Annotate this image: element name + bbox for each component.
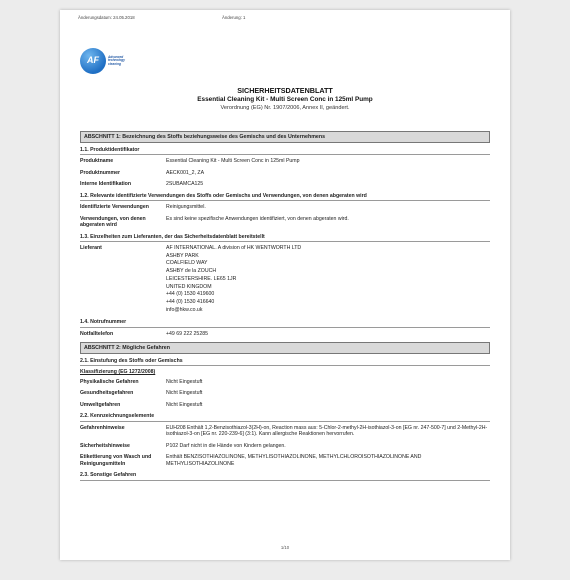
subsection-2-3-heading: 2.3. Sonstige Gefahren [80,472,490,481]
section-1-heading: ABSCHNITT 1: Bezeichnung des Stoffs beziehungsweise des Gemischs und des Unternehmens [80,131,490,143]
page-number: 1/10 [280,544,290,550]
field-row: Physikalische Gefahren Nicht Eingestuft [80,378,203,385]
field-row: Sicherheitshinweise P102 Darf nicht in die Hände von Kindern gelangen. [80,442,286,449]
field-row: Notfalltelefon +49 69 222 25285 [80,330,208,337]
field-row: Umweltgefahren Nicht Eingestuft [80,401,203,408]
field-row: Gefahrenhinweise EUH208 Enthält 1,2-Benzisothiazol-3(2H)-on, Reaction mass aus: 5-Chlor-2-methyl-2H-isothiazol-3-on [EG nr. 247-500-7] und 2-Methyl-2H-isothiazol-3-on [EG nr. 220-239-6] (3:1). Kann allergische Reaktionen hervorrufen. [80,424,488,438]
subsection-1-4-heading: 1.4. Notrufnummer [80,319,490,328]
supplier-address: AF INTERNATIONAL. A division of HK WENTWORTH LTD ASHBY PARK COALFIELD WAY ASHBY de la ZOUCH LEICESTERSHIRE. LE65 1JR UNITED KINGDOM +44 (0) 1530 419600 +44 (0) 1530 416640 info@hkw.co.uk [166,245,490,314]
subsection-1-2-heading: 1.2. Relevante identifizierte Verwendungen des Stoffs oder Gemischs und Verwendungen, von denen abgeraten wird [80,193,490,202]
document-titles [60,86,510,112]
supplier-email[interactable]: info@hkw.co.uk [166,306,203,313]
product-title: Essential Cleaning Kit - Multi Screen Conc in 125ml Pump [197,96,373,103]
subsection-2-1-heading: 2.1. Einstufung des Stoffs oder Gemischs [80,358,490,367]
regulation-line: Verordnung (EG) Nr. 1907/2006, Annex II, geändert. [220,105,350,111]
section-2-heading: ABSCHNITT 2: Mögliche Gefahren [80,342,490,354]
subsection-1-1-heading: 1.1. Produktidentifikator [80,147,490,156]
subsection-2-2-heading: 2.2. Kennzeichnungselemente [80,413,490,422]
revision-number: Änderung: 1 [222,15,246,20]
field-row: Produktnummer AECK001_2, ZA [80,169,205,176]
document-body [80,131,490,484]
field-row: Verwendungen, von denen abgeraten wird Es sind keine spezifische Anwendungen identifiziert, von denen abgeraten wird. [80,215,349,229]
supplier-row: Lieferant AF INTERNATIONAL. A division of HK WENTWORTH LTD ASHBY PARK COALFIELD WAY ASHBY de la ZOUCH LEICESTERSHIRE. LE65 1JR UNITED KINGDOM +44 (0) 1530 419600 +44 (0) 1530 416640 info@hkw.co.uk [80,245,490,314]
revision-date: Änderungsdatum: 24.05.2018 [78,15,135,20]
field-row: Identifizierte Verwendungen Reinigungsmittel. [80,204,206,211]
field-row: Interne Identifikation 2SUBAMCA125 [80,181,204,188]
field-row: Produktname Essential Cleaning Kit - Multi Screen Conc in 125ml Pump [80,158,300,165]
company-logo [80,48,125,74]
field-row: Gesundheitsgefahren Nicht Eingestuft [80,390,203,397]
field-row: Etikettierung von Wasch und Reinigungsmitteln Enthält BENZISOTHIAZOLINONE, METHYLISOTHIAZOLINONE, METHYLCHLOROISOTHIAZOLINONE AND METHYLISOTHIAZOLINONE [80,454,422,467]
document-title: SICHERHEITSDATENBLATT [237,86,333,95]
classification-heading: Klassifizierung (EG 1272/2008) [80,369,156,376]
document-page [60,10,510,560]
logo-mark: AF [80,48,106,74]
logo-tagline: Advanced technology cleaning [108,54,126,66]
subsection-1-3-heading: 1.3. Einzelheiten zum Lieferanten, der das Sicherheitsdatenblatt bereitstellt [80,234,490,243]
